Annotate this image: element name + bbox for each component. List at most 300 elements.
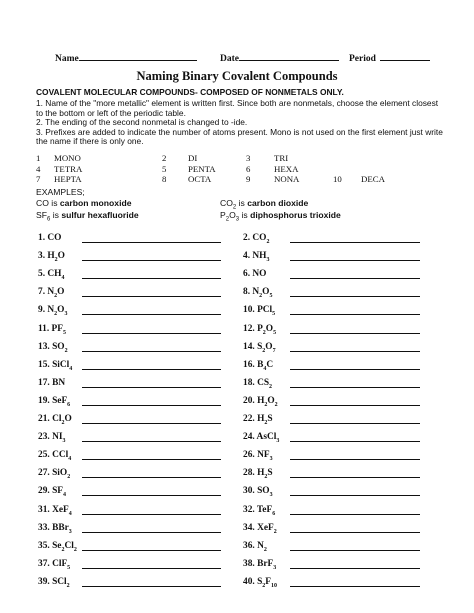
question-item [243, 577, 277, 589]
answer-blank[interactable] [290, 351, 420, 352]
question-number: 22. [243, 414, 258, 424]
question-number: 7. [38, 287, 48, 298]
question-formula [243, 432, 279, 444]
formula-subscript: 2 [269, 383, 273, 390]
answer-blank[interactable] [290, 369, 420, 370]
name-blank[interactable] [79, 52, 197, 61]
period-blank[interactable] [380, 52, 430, 61]
formula-element: BBr [52, 522, 69, 533]
question-item [243, 269, 266, 281]
prefix-number: 1 [36, 153, 41, 163]
answer-blank[interactable] [82, 296, 221, 297]
question-formula [38, 468, 70, 480]
question-item [38, 577, 70, 589]
prefix-number: 7 [36, 174, 41, 184]
example-formula: SF [36, 210, 47, 220]
question-item [243, 251, 269, 263]
question-number: 24. [243, 432, 257, 443]
question-item [243, 432, 279, 444]
formula-subscript: 5 [272, 311, 276, 318]
question-formula [243, 269, 266, 279]
question-formula [243, 233, 269, 245]
question-item [243, 450, 273, 462]
formula-element: S [267, 414, 273, 424]
question-number: 19. [38, 395, 53, 406]
prefix-number: 10 [333, 174, 342, 184]
instruction-3a: 3. Prefixes are added to indicate the number of atoms present. Mono is not used on the first element just write [36, 126, 443, 137]
formula-subscript: 3 [266, 256, 270, 263]
date-blank[interactable] [239, 52, 339, 61]
question-number: 40. [243, 576, 258, 587]
formula-subscript: 7 [272, 347, 276, 354]
answer-blank[interactable] [82, 242, 221, 243]
question-number: 21. [38, 414, 53, 424]
formula-element: CH [47, 269, 62, 280]
answer-blank[interactable] [290, 495, 420, 496]
prefix-number: 2 [162, 153, 167, 163]
example-1 [36, 198, 132, 208]
prefix-number: 9 [246, 174, 251, 184]
question-item [38, 414, 72, 426]
question-number: 18. [243, 377, 258, 388]
answer-blank[interactable] [82, 459, 221, 460]
answer-blank[interactable] [290, 550, 420, 551]
answer-blank[interactable] [290, 532, 420, 533]
question-item [243, 414, 273, 426]
prefix-row [36, 153, 446, 164]
answer-blank[interactable] [82, 278, 221, 279]
question-number: 31. [38, 504, 53, 515]
question-formula [243, 251, 269, 263]
answer-blank[interactable] [82, 387, 221, 388]
prefix-name: OCTA [188, 174, 212, 184]
formula-subscript: 2 [61, 546, 65, 553]
answer-blank[interactable] [290, 296, 420, 297]
question-number: 20. [243, 395, 258, 406]
question-formula [38, 269, 64, 281]
example-name: carbon dioxide [247, 198, 309, 208]
answer-blank[interactable] [290, 477, 420, 478]
question-item [243, 342, 276, 354]
page-title: Naming Binary Covalent Compounds [136, 69, 338, 83]
question-item [243, 505, 275, 517]
question-number: 39. [38, 576, 53, 587]
formula-subscript: 4 [61, 275, 65, 282]
question-formula [38, 414, 72, 426]
question-number: 15. [38, 359, 53, 370]
formula-element: CS [257, 377, 270, 388]
prefix-name: HEXA [274, 163, 299, 174]
question-formula [38, 342, 68, 354]
formula-subscript: 2 [274, 401, 278, 408]
formula-element: O [262, 287, 270, 298]
formula-element: H [257, 395, 265, 406]
example-formula: CO [220, 198, 233, 208]
answer-blank[interactable] [290, 387, 420, 388]
date-label: Date [220, 54, 239, 64]
header-row [55, 52, 435, 66]
question-item [243, 305, 275, 317]
question-item [243, 233, 269, 245]
formula-subscript: 3 [62, 437, 66, 444]
formula-subscript: 2 [273, 528, 277, 535]
answer-blank[interactable] [290, 278, 420, 279]
question-item [38, 432, 65, 444]
question-formula [38, 559, 70, 571]
answer-blank[interactable] [290, 586, 420, 587]
answer-blank[interactable] [82, 423, 221, 424]
question-formula [243, 414, 273, 426]
question-item [38, 360, 72, 372]
formula-element: N [257, 540, 264, 551]
formula-subscript: 2 [64, 347, 68, 354]
example-formula: P [220, 210, 226, 220]
question-item [38, 450, 71, 462]
question-formula [38, 305, 67, 317]
formula-subscript: 2 [54, 293, 58, 300]
example-4 [220, 210, 341, 223]
prefix-number: 3 [246, 153, 251, 163]
example-is: is [239, 210, 251, 220]
formula-element: O [64, 414, 72, 424]
answer-blank[interactable] [82, 314, 221, 315]
question-formula [38, 378, 65, 388]
question-formula [38, 486, 66, 498]
question-number: 3. [38, 251, 48, 262]
formula-element: H [47, 251, 55, 262]
formula-subscript: 5 [269, 293, 273, 300]
formula-subscript: 4 [263, 365, 267, 372]
formula-subscript: 2 [67, 474, 71, 481]
question-formula [243, 342, 276, 354]
formula-subscript: 2 [262, 329, 266, 336]
answer-blank[interactable] [290, 314, 420, 315]
formula-element: Cl [52, 414, 62, 424]
question-number: 12. [243, 323, 258, 334]
question-formula [243, 486, 273, 498]
formula-subscript: 5 [63, 329, 67, 336]
period-label: Period [349, 54, 376, 64]
question-formula [38, 287, 64, 299]
answer-blank[interactable] [82, 477, 221, 478]
formula-element: AsCl [256, 432, 277, 443]
formula-element: SeF [52, 395, 68, 406]
question-item [38, 342, 68, 354]
question-formula [243, 468, 273, 480]
formula-element: NI [52, 432, 63, 443]
example-name: sulfur hexafluoride [61, 210, 139, 220]
question-number: 2. [243, 233, 253, 243]
question-number: 32. [243, 504, 257, 515]
question-item [243, 324, 276, 336]
formula-element: O [57, 305, 65, 316]
question-item [38, 287, 64, 299]
question-item [38, 468, 70, 480]
question-formula [243, 305, 275, 317]
question-formula [243, 505, 275, 517]
formula-subscript: 5 [67, 564, 71, 571]
formula-element: Se [52, 540, 62, 551]
answer-blank[interactable] [82, 586, 221, 587]
question-formula [38, 577, 70, 589]
formula-element: PCl [257, 305, 273, 316]
example-subscript: 2 [225, 216, 230, 223]
question-number: 1. [38, 233, 48, 243]
question-item [38, 251, 65, 263]
question-item [243, 396, 278, 408]
formula-element: N [47, 305, 55, 316]
example-subscript: 2 [232, 204, 237, 211]
formula-element: SiO [52, 468, 68, 479]
formula-subscript: 2 [259, 293, 263, 300]
formula-element: N [47, 287, 55, 298]
answer-blank[interactable] [82, 260, 221, 261]
formula-element: S [257, 576, 263, 587]
formula-element: XeF [257, 522, 274, 533]
question-item [243, 378, 272, 390]
question-item [243, 486, 273, 498]
formula-element: S [257, 341, 263, 352]
formula-element: SO [257, 486, 270, 497]
formula-element: O [265, 323, 274, 334]
formula-subscript: 2 [54, 311, 58, 318]
formula-subscript: 2 [266, 238, 270, 245]
period-field[interactable] [349, 52, 430, 64]
answer-blank[interactable] [82, 514, 221, 515]
question-item [243, 360, 273, 372]
example-3 [36, 210, 139, 223]
instruction-2: 2. The ending of the second nonmetal is changed to -ide. [36, 117, 248, 127]
formula-element: P [257, 323, 263, 334]
formula-subscript: 3 [273, 564, 277, 571]
question-item [38, 324, 66, 336]
answer-blank[interactable] [290, 568, 420, 569]
question-item [38, 396, 70, 408]
question-number: 26. [243, 450, 258, 461]
question-formula [38, 251, 65, 263]
question-number: 36. [243, 540, 258, 551]
formula-subscript: 3 [269, 456, 273, 463]
example-formula: O [229, 210, 236, 220]
question-item [38, 541, 77, 553]
question-number: 11. [38, 323, 52, 334]
question-number: 14. [243, 341, 258, 352]
question-formula [38, 541, 77, 553]
formula-element: TeF [256, 504, 273, 515]
answer-blank[interactable] [290, 441, 420, 442]
formula-subscript: 2 [264, 419, 268, 426]
question-number: 34. [243, 522, 258, 533]
formula-element: NH [252, 251, 267, 262]
formula-element: CO [47, 233, 62, 243]
answer-blank[interactable] [82, 405, 221, 406]
instructions-heading: COVALENT MOLECULAR COMPOUNDS- COMPOSED OF NONMETALS ONLY. [36, 87, 344, 97]
question-item [38, 305, 67, 317]
question-number: 33. [38, 522, 53, 533]
formula-subscript: 5 [273, 329, 277, 336]
formula-element: BrF [257, 558, 274, 569]
question-item [38, 505, 72, 517]
formula-subscript: 2 [54, 256, 58, 263]
formula-subscript: 6 [67, 401, 71, 408]
question-item [38, 486, 66, 498]
formula-element: F [265, 576, 272, 587]
question-item [243, 523, 277, 535]
example-subscript: 3 [235, 216, 240, 223]
formula-subscript: 6 [272, 510, 276, 517]
date-field[interactable] [220, 52, 339, 64]
answer-blank[interactable] [82, 369, 221, 370]
question-formula [243, 324, 276, 336]
formula-element: CO [252, 233, 267, 243]
question-formula [243, 378, 272, 390]
question-formula [243, 541, 267, 553]
prefix-name: DI [188, 153, 198, 163]
prefix-name: TETRA [54, 163, 83, 174]
formula-subscript: 4 [68, 510, 72, 517]
answer-blank[interactable] [290, 333, 420, 334]
instruction-1a: 1. Name of the "more metallic" element is written first. Since both are nonmetals, choose the element closest [36, 98, 439, 108]
answer-blank[interactable] [82, 568, 221, 569]
question-formula [243, 287, 272, 299]
question-formula [243, 559, 276, 571]
question-item [38, 233, 61, 245]
formula-subscript: 2 [262, 582, 266, 589]
formula-subscript: 4 [63, 492, 67, 499]
question-number: 13. [38, 341, 53, 352]
formula-element: B [257, 359, 264, 370]
answer-blank[interactable] [290, 242, 420, 243]
answer-blank[interactable] [82, 333, 221, 334]
question-formula [243, 360, 273, 372]
prefix-name: PENTA [188, 163, 216, 174]
question-item [243, 468, 273, 480]
answer-blank[interactable] [290, 423, 420, 424]
question-number: 8. [243, 287, 253, 298]
answer-blank[interactable] [290, 405, 420, 406]
example-is: is [48, 198, 60, 208]
question-number: 38. [243, 558, 258, 569]
question-item [243, 287, 272, 299]
question-formula [243, 450, 273, 462]
prefix-number: 4 [36, 163, 41, 174]
question-item [38, 378, 65, 390]
question-item [243, 559, 276, 571]
formula-element: XeF [52, 504, 69, 515]
question-number: 5. [38, 269, 48, 280]
question-formula [38, 523, 72, 535]
prefix-name: MONO [54, 153, 81, 163]
formula-element: SO [52, 341, 65, 352]
question-formula [243, 577, 277, 589]
prefix-name: NONA [274, 174, 300, 184]
answer-blank[interactable] [290, 514, 420, 515]
question-formula [243, 523, 277, 535]
formula-element: SF [52, 486, 64, 497]
prefix-number: 6 [246, 163, 251, 174]
question-formula [38, 233, 61, 243]
answer-blank[interactable] [290, 459, 420, 460]
formula-element: O [57, 251, 65, 262]
question-number: 16. [243, 359, 258, 370]
question-item [38, 269, 64, 281]
formula-subscript: 4 [69, 365, 73, 372]
question-item [38, 523, 72, 535]
formula-subscript: 3 [64, 311, 68, 318]
formula-subscript: 3 [276, 437, 280, 444]
formula-element: BN [52, 377, 66, 388]
instruction-1b: to the bottom or left of the periodic table. [36, 107, 186, 118]
formula-element: O [57, 287, 65, 298]
question-number: 6. [243, 269, 253, 280]
formula-subscript: 2 [264, 474, 268, 481]
formula-subscript: 2 [262, 347, 266, 354]
answer-blank[interactable] [82, 441, 221, 442]
formula-element: N [252, 287, 260, 298]
name-field[interactable] [55, 52, 197, 64]
question-number: 25. [38, 450, 53, 461]
answer-blank[interactable] [82, 550, 221, 551]
example-is: is [50, 210, 62, 220]
formula-element: H [257, 414, 265, 424]
question-number: 37. [38, 558, 53, 569]
formula-subscript: 3 [269, 492, 273, 499]
example-name: diphosphorus trioxide [250, 210, 341, 220]
formula-subscript: 2 [264, 401, 268, 408]
question-formula [243, 396, 278, 408]
example-2 [220, 198, 308, 211]
example-subscript: 6 [46, 216, 51, 223]
prefix-number: 5 [162, 163, 167, 174]
formula-element: Cl [64, 540, 74, 551]
example-name: carbon monoxide [59, 198, 132, 208]
formula-element: CCl [52, 450, 69, 461]
question-formula [38, 432, 65, 444]
prefix-name: HEPTA [54, 174, 82, 184]
formula-element: ClF [52, 558, 68, 569]
examples-heading: EXAMPLES; [36, 187, 85, 197]
formula-subscript: 2 [66, 582, 70, 589]
answer-blank[interactable] [82, 495, 221, 496]
formula-element: H [257, 468, 265, 479]
question-number: 28. [243, 468, 258, 479]
formula-element: SiCl [52, 359, 70, 370]
question-formula [38, 505, 72, 517]
question-item [38, 559, 70, 571]
question-number: 29. [38, 486, 53, 497]
example-formula: CO [36, 198, 49, 208]
prefix-name: TRI [274, 153, 289, 163]
answer-blank[interactable] [290, 260, 420, 261]
instruction-3b: the name if there is only one. [36, 136, 144, 146]
formula-element: NF [257, 450, 270, 461]
prefix-table [36, 153, 446, 185]
formula-subscript: 2 [61, 419, 65, 426]
prefix-number: 8 [162, 174, 167, 184]
formula-subscript: 2 [73, 546, 77, 553]
answer-blank[interactable] [82, 532, 221, 533]
formula-element: O [267, 395, 275, 406]
formula-element: C [266, 359, 274, 370]
question-item [243, 541, 267, 553]
question-formula [38, 360, 72, 372]
formula-element: SCl [52, 576, 67, 587]
question-formula [38, 396, 70, 408]
prefix-name: DECA [361, 174, 385, 184]
question-formula [38, 450, 71, 462]
answer-blank[interactable] [82, 351, 221, 352]
formula-element: NO [252, 269, 267, 280]
